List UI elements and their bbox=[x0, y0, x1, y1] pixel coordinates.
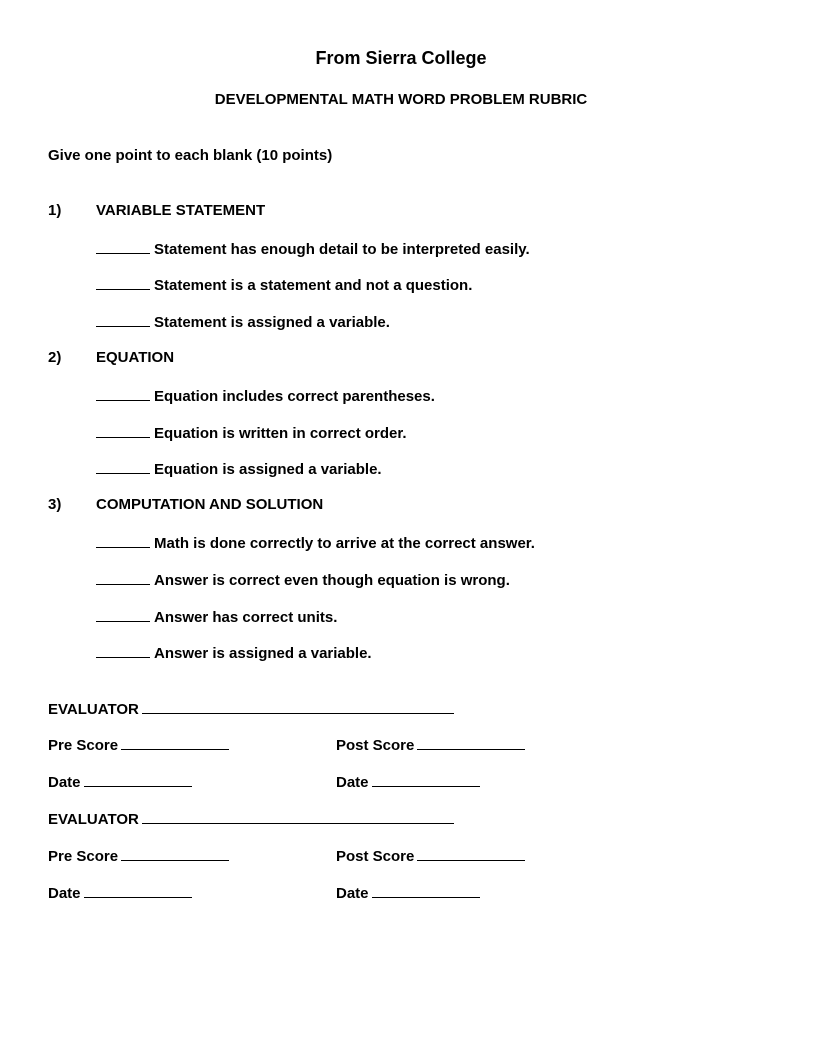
score-blank[interactable] bbox=[96, 534, 150, 548]
date-field-left bbox=[48, 884, 192, 901]
rubric-item-text: Equation is written in correct order. bbox=[154, 425, 407, 442]
date-input[interactable] bbox=[372, 773, 480, 787]
date-input[interactable] bbox=[84, 773, 192, 787]
pre-score-label: Pre Score bbox=[48, 848, 119, 865]
rubric-item-text: Statement is assigned a variable. bbox=[154, 314, 390, 331]
post-score-input[interactable] bbox=[417, 736, 525, 750]
post-score-field bbox=[336, 847, 525, 864]
rubric-item-text: Answer is assigned a variable. bbox=[154, 645, 372, 662]
section-number: 3) bbox=[48, 496, 62, 513]
pre-score-field bbox=[48, 847, 229, 864]
score-blank[interactable] bbox=[96, 240, 150, 254]
score-blank[interactable] bbox=[96, 313, 150, 327]
rubric-item bbox=[96, 644, 372, 661]
score-blank[interactable] bbox=[96, 644, 150, 658]
rubric-item bbox=[96, 387, 435, 404]
score-blank[interactable] bbox=[96, 424, 150, 438]
rubric-item-text: Answer is correct even though equation is wrong. bbox=[154, 572, 510, 589]
pre-score-field bbox=[48, 736, 229, 753]
evaluator-label: EVALUATOR bbox=[48, 811, 139, 828]
rubric-item bbox=[96, 424, 407, 441]
date-input[interactable] bbox=[84, 884, 192, 898]
evaluator-input[interactable] bbox=[142, 810, 454, 824]
score-blank[interactable] bbox=[96, 460, 150, 474]
score-blank[interactable] bbox=[96, 571, 150, 585]
rubric-item bbox=[96, 460, 382, 477]
section-heading: COMPUTATION AND SOLUTION bbox=[96, 496, 324, 513]
score-blank[interactable] bbox=[96, 276, 150, 290]
section-number: 1) bbox=[48, 202, 62, 219]
pre-score-input[interactable] bbox=[121, 736, 229, 750]
rubric-item bbox=[96, 608, 337, 625]
evaluator-input[interactable] bbox=[142, 700, 454, 714]
rubric-item bbox=[96, 240, 530, 257]
date-label: Date bbox=[48, 885, 81, 902]
evaluator-label: EVALUATOR bbox=[48, 701, 139, 718]
rubric-item-text: Equation includes correct parentheses. bbox=[154, 388, 435, 405]
post-score-input[interactable] bbox=[417, 847, 525, 861]
rubric-item bbox=[96, 313, 390, 330]
pre-score-input[interactable] bbox=[121, 847, 229, 861]
date-label: Date bbox=[336, 885, 369, 902]
section-number: 2) bbox=[48, 349, 62, 366]
date-field-right bbox=[336, 884, 480, 901]
rubric-title: DEVELOPMENTAL MATH WORD PROBLEM RUBRIC bbox=[214, 91, 588, 108]
rubric-item-text: Statement has enough detail to be interpreted easily. bbox=[154, 241, 530, 258]
rubric-item-text: Equation is assigned a variable. bbox=[154, 461, 382, 478]
section-heading: VARIABLE STATEMENT bbox=[96, 202, 266, 219]
rubric-item bbox=[96, 276, 472, 293]
date-field-left bbox=[48, 773, 192, 790]
section-heading: EQUATION bbox=[96, 349, 175, 366]
score-blank[interactable] bbox=[96, 608, 150, 622]
score-blank[interactable] bbox=[96, 387, 150, 401]
post-score-field bbox=[336, 736, 525, 753]
date-input[interactable] bbox=[372, 884, 480, 898]
page-title: From Sierra College bbox=[315, 48, 487, 68]
date-field-right bbox=[336, 773, 480, 790]
rubric-item bbox=[96, 534, 535, 551]
rubric-item-text: Answer has correct units. bbox=[154, 609, 338, 626]
instructions-text: Give one point to each blank (10 points) bbox=[48, 147, 333, 164]
post-score-label: Post Score bbox=[336, 848, 415, 865]
pre-score-label: Pre Score bbox=[48, 737, 119, 754]
evaluator-field bbox=[48, 810, 454, 827]
rubric-item bbox=[96, 571, 510, 588]
date-label: Date bbox=[48, 774, 81, 791]
rubric-item-text: Math is done correctly to arrive at the correct answer. bbox=[154, 535, 535, 552]
evaluator-field bbox=[48, 700, 454, 717]
date-label: Date bbox=[336, 774, 369, 791]
post-score-label: Post Score bbox=[336, 737, 415, 754]
rubric-item-text: Statement is a statement and not a question. bbox=[154, 277, 473, 294]
